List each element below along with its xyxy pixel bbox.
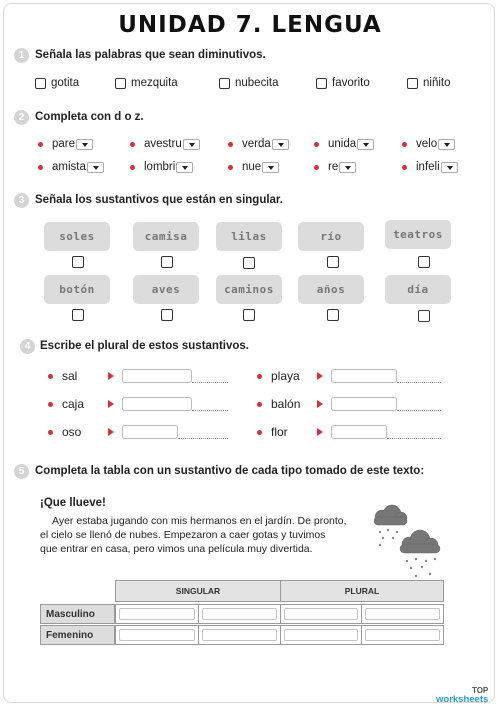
word-tile: día bbox=[385, 275, 451, 304]
bullet-dot bbox=[48, 402, 53, 407]
question-2-number: 2 bbox=[14, 110, 29, 125]
singular-checkbox[interactable] bbox=[161, 309, 173, 321]
bullet-dot bbox=[314, 142, 319, 147]
page-title: UNIDAD 7. LENGUA bbox=[118, 12, 382, 38]
table-cell bbox=[115, 625, 199, 645]
answer-input[interactable] bbox=[284, 629, 358, 641]
plural-input[interactable] bbox=[331, 369, 397, 383]
checkbox[interactable] bbox=[316, 78, 327, 89]
q2-item bbox=[228, 160, 279, 174]
letter-dropdown[interactable] bbox=[357, 139, 374, 150]
word-stem: amista bbox=[52, 161, 86, 173]
bullet-dot bbox=[38, 165, 43, 170]
table-row-feminine: Femenino bbox=[40, 625, 115, 645]
q1-option-favorito[interactable] bbox=[316, 75, 370, 91]
letter-dropdown[interactable] bbox=[339, 162, 356, 173]
answer-line bbox=[397, 381, 441, 383]
table-header-singular: SINGULAR bbox=[115, 580, 281, 602]
q1-option-mezquita[interactable] bbox=[115, 75, 178, 91]
arrow-right-icon bbox=[108, 400, 114, 408]
bullet-dot bbox=[130, 165, 135, 170]
q2-item bbox=[402, 137, 455, 151]
logo-bottom-text: worksheets bbox=[436, 694, 489, 705]
word-stem: unida bbox=[328, 138, 357, 150]
q1-option-nubecita[interactable] bbox=[219, 75, 278, 91]
table-row-masculine: Masculino bbox=[40, 604, 115, 624]
q4-item-right bbox=[257, 396, 441, 412]
singular-word: sal bbox=[62, 369, 78, 383]
singular-word: flor bbox=[271, 425, 288, 439]
question-4-number: 4 bbox=[20, 339, 35, 354]
table-cell bbox=[361, 604, 444, 624]
singular-word: playa bbox=[271, 369, 300, 383]
question-3-prompt: Señala los sustantivos que están en singular. bbox=[35, 194, 283, 206]
bullet-dot bbox=[257, 430, 262, 435]
bullet-dot bbox=[402, 165, 407, 170]
singular-checkbox[interactable] bbox=[161, 256, 173, 268]
checkbox[interactable] bbox=[115, 78, 126, 89]
story-title: ¡Que llueve! bbox=[40, 497, 106, 509]
story-line: Ayer estaba jugando con mis hermanos en el jardín. De pronto, bbox=[52, 515, 347, 527]
table-cell bbox=[280, 604, 362, 624]
topworksheets-logo bbox=[436, 686, 488, 704]
singular-checkbox[interactable] bbox=[327, 309, 339, 321]
letter-dropdown[interactable] bbox=[441, 162, 458, 173]
singular-word: oso bbox=[62, 425, 82, 439]
option-label: mezquita bbox=[131, 77, 178, 89]
word-tile: aves bbox=[133, 275, 199, 304]
answer-input[interactable] bbox=[202, 608, 277, 620]
word-tile: teatros bbox=[385, 220, 451, 249]
word-stem: re bbox=[328, 161, 339, 173]
rain-cloud-icon bbox=[368, 504, 450, 586]
letter-dropdown[interactable] bbox=[76, 139, 93, 150]
letter-dropdown[interactable] bbox=[438, 139, 455, 150]
checkbox[interactable] bbox=[219, 78, 230, 89]
bullet-dot bbox=[130, 142, 135, 147]
bullet-dot bbox=[228, 165, 233, 170]
question-1-prompt: Señala las palabras que sean diminutivos. bbox=[35, 49, 266, 61]
q2-item bbox=[130, 137, 200, 151]
bullet-dot bbox=[38, 142, 43, 147]
q2-item bbox=[38, 137, 93, 151]
singular-checkbox[interactable] bbox=[418, 256, 430, 268]
question-2-prompt: Completa con d o z. bbox=[35, 111, 144, 123]
story-line: que entrar en casa, pero vimos una película muy divertida. bbox=[40, 543, 313, 555]
answer-line bbox=[178, 437, 228, 439]
word-tile: soles bbox=[44, 222, 110, 251]
letter-dropdown[interactable] bbox=[262, 162, 279, 173]
letter-dropdown[interactable] bbox=[176, 162, 193, 173]
bullet-dot bbox=[314, 165, 319, 170]
arrow-right-icon bbox=[108, 428, 114, 436]
plural-input[interactable] bbox=[122, 425, 178, 439]
answer-input[interactable] bbox=[202, 629, 277, 641]
word-tile: lilas bbox=[216, 222, 282, 251]
word-stem: velo bbox=[416, 138, 438, 150]
q2-item bbox=[38, 160, 104, 174]
table-cell bbox=[115, 604, 199, 624]
option-label: niñito bbox=[423, 77, 451, 89]
table-cell bbox=[198, 625, 281, 645]
word-stem: lombri bbox=[144, 161, 176, 173]
plural-input[interactable] bbox=[122, 397, 192, 411]
question-5-number: 5 bbox=[14, 464, 29, 479]
q2-item bbox=[402, 160, 458, 174]
singular-checkbox[interactable] bbox=[72, 256, 84, 268]
answer-input[interactable] bbox=[365, 629, 440, 641]
q4-item-right bbox=[257, 424, 441, 440]
answer-input[interactable] bbox=[365, 608, 440, 620]
bullet-dot bbox=[257, 374, 262, 379]
q2-item bbox=[314, 160, 356, 174]
q2-item bbox=[228, 137, 289, 151]
table-cell bbox=[361, 625, 444, 645]
table-cell bbox=[280, 625, 362, 645]
answer-input[interactable] bbox=[119, 629, 195, 641]
word-stem: pare bbox=[52, 138, 76, 150]
q1-option-gotita[interactable] bbox=[35, 75, 79, 91]
word-stem: nue bbox=[242, 161, 262, 173]
checkbox[interactable] bbox=[407, 78, 418, 89]
arrow-right-icon bbox=[317, 372, 323, 380]
q4-item-left bbox=[48, 424, 228, 440]
word-stem: infeli bbox=[416, 161, 440, 173]
question-1-number: 1 bbox=[14, 48, 29, 63]
option-label: favorito bbox=[332, 77, 370, 89]
arrow-right-icon bbox=[317, 428, 323, 436]
q4-item-left bbox=[48, 396, 228, 412]
singular-checkbox[interactable] bbox=[243, 309, 255, 321]
word-tile: caminos bbox=[216, 275, 282, 304]
word-stem: verda bbox=[242, 138, 271, 150]
bullet-dot bbox=[48, 374, 53, 379]
word-tile: botón bbox=[44, 275, 110, 304]
singular-checkbox[interactable] bbox=[243, 257, 255, 269]
letter-dropdown[interactable] bbox=[272, 139, 289, 150]
singular-checkbox[interactable] bbox=[327, 256, 339, 268]
letter-dropdown[interactable] bbox=[87, 162, 104, 173]
answer-input[interactable] bbox=[284, 608, 358, 620]
question-4-prompt: Escribe el plural de estos sustantivos. bbox=[40, 340, 249, 352]
arrow-right-icon bbox=[317, 400, 323, 408]
arrow-right-icon bbox=[108, 372, 114, 380]
table-cell bbox=[198, 604, 281, 624]
word-tile: años bbox=[298, 275, 364, 304]
bullet-dot bbox=[228, 142, 233, 147]
question-5-prompt: Completa la tabla con un sustantivo de cada tipo tomado de este texto: bbox=[35, 465, 425, 477]
plural-input[interactable] bbox=[122, 369, 192, 383]
question-3-number: 3 bbox=[14, 193, 29, 208]
q2-item bbox=[314, 137, 374, 151]
plural-input[interactable] bbox=[331, 425, 387, 439]
plural-input[interactable] bbox=[331, 397, 397, 411]
q1-option-ninito[interactable] bbox=[407, 75, 451, 91]
table-header-plural: PLURAL bbox=[280, 580, 444, 602]
answer-line bbox=[387, 437, 441, 439]
bullet-dot bbox=[402, 142, 407, 147]
bullet-dot bbox=[257, 402, 262, 407]
letter-dropdown[interactable] bbox=[183, 139, 200, 150]
singular-checkbox[interactable] bbox=[418, 310, 430, 322]
word-tile: río bbox=[298, 222, 364, 251]
singular-word: balón bbox=[271, 397, 301, 411]
option-label: nubecita bbox=[235, 77, 279, 89]
word-tile: camisa bbox=[133, 222, 199, 251]
answer-line bbox=[192, 381, 228, 383]
answer-line bbox=[397, 409, 441, 411]
singular-word: caja bbox=[62, 397, 85, 411]
story-line: el cielo se llenó de nubes. Empezaron a caer gotas y tuvimos bbox=[40, 529, 326, 541]
logo-top-text: TOP bbox=[471, 686, 489, 695]
q2-item bbox=[130, 160, 193, 174]
q4-item-left bbox=[48, 368, 228, 384]
answer-input[interactable] bbox=[119, 608, 195, 620]
answer-line bbox=[192, 409, 228, 411]
checkbox[interactable] bbox=[35, 78, 46, 89]
singular-checkbox[interactable] bbox=[72, 309, 84, 321]
option-label: gotita bbox=[51, 77, 80, 89]
bullet-dot bbox=[48, 430, 53, 435]
word-stem: avestru bbox=[144, 138, 182, 150]
q4-item-right bbox=[257, 368, 441, 384]
